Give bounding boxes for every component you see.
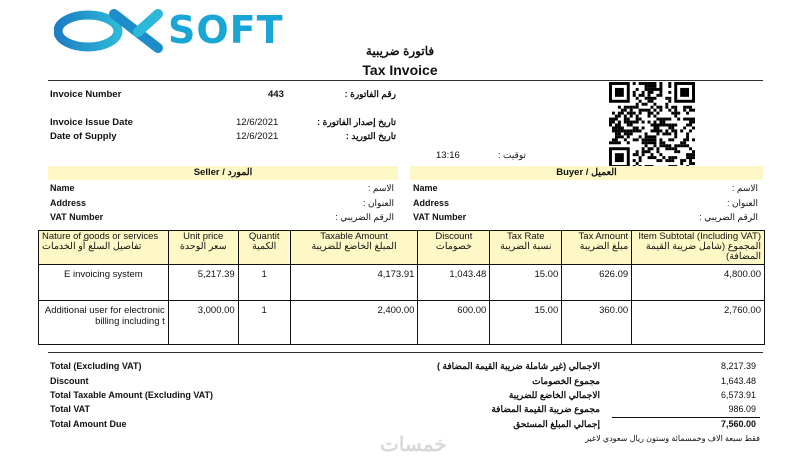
issue-date-label-ar: تاريخ إصدار الفاتورة : xyxy=(317,117,396,127)
col-header-discount: Discount خصومات xyxy=(418,231,490,265)
row-taxable: 4,173.91 xyxy=(290,265,418,301)
row-tax-rate: 15.00 xyxy=(490,301,562,345)
title-english: Tax Invoice xyxy=(362,62,438,78)
row-subtotal: 2,760.00 xyxy=(632,301,765,345)
row-tax-amount: 360.00 xyxy=(562,301,632,345)
row-discount: 600.00 xyxy=(418,301,490,345)
row-quantity: 1 xyxy=(238,301,290,345)
seller-address-label: Address xyxy=(50,198,87,208)
col-header-description: Nature of goods or services تفاصيل السلع أو الخدمات xyxy=(39,231,169,265)
divider xyxy=(48,352,763,353)
qr-code-icon xyxy=(608,82,696,168)
seller-name-label-ar: الاسم : xyxy=(367,183,394,193)
discount-total-label: Discount xyxy=(50,376,89,386)
amount-due-label-ar: إجمالي المبلغ المستحق xyxy=(513,419,600,429)
divider xyxy=(48,80,763,81)
seller-name-label: Name xyxy=(50,183,75,193)
invoice-number-label: Invoice Number xyxy=(50,89,122,100)
supply-date-value: 12/6/2021 xyxy=(236,131,279,142)
taxable-total-label-ar: الاجمالي الخاضع للضريبة xyxy=(508,390,600,400)
amount-due-label: Total Amount Due xyxy=(50,419,127,429)
total-divider xyxy=(612,417,760,418)
row-taxable: 2,400.00 xyxy=(290,301,418,345)
row-description: Additional user for electronic billing including t xyxy=(39,301,169,345)
vat-total-value: 986.09 xyxy=(728,404,756,414)
taxable-total-value: 6,573.91 xyxy=(720,390,756,400)
col-header-unit-price: Unit price سعر الوحدة xyxy=(168,231,238,265)
supply-date-label-ar: تاريخ التوريد : xyxy=(345,131,396,141)
seller-vat-label-ar: الرقم الضريبي : xyxy=(335,212,394,222)
table-row xyxy=(39,301,765,345)
issue-date-label: Invoice Issue Date xyxy=(50,117,133,128)
col-header-subtotal: Item Subtotal (Including VAT) المجموع (شامل ضريبة القيمة المضافة) xyxy=(632,231,765,265)
row-description: E invoicing system xyxy=(39,265,169,301)
vat-total-label-ar: مجموع ضريبة القيمة المضافة xyxy=(491,404,600,414)
row-tax-rate: 15.00 xyxy=(490,265,562,301)
col-header-tax-rate: Tax Rate نسبة الضريبة xyxy=(490,231,562,265)
row-unit-price: 5,217.39 xyxy=(168,265,238,301)
buyer-name-label: Name xyxy=(413,183,438,193)
supply-date-label: Date of Supply xyxy=(50,131,117,142)
buyer-address-label: Address xyxy=(413,198,450,208)
invoice-number-label-ar: رقم الفاتورة : xyxy=(344,89,396,99)
amount-due-value: 7,560.00 xyxy=(720,419,756,429)
buyer-header: Buyer / العميل xyxy=(410,166,763,180)
seller-address-label-ar: العنوان : xyxy=(362,198,394,208)
issue-date-value: 12/6/2021 xyxy=(236,117,279,128)
vat-total-label: Total VAT xyxy=(50,404,90,414)
logo-text: SOFT xyxy=(168,8,284,52)
row-unit-price: 3,000.00 xyxy=(168,301,238,345)
row-discount: 1,043.48 xyxy=(418,265,490,301)
watermark: خمسات xyxy=(380,434,447,456)
buyer-vat-label: VAT Number xyxy=(413,212,467,222)
time-label-ar: توقيت : xyxy=(497,150,526,160)
total-excl-vat-value: 8,217.39 xyxy=(720,361,756,371)
items-table xyxy=(38,230,765,345)
amount-in-words: فقط سبعة الاف وخمسمائة وستون ريال سعودي لاغير xyxy=(585,434,760,443)
col-header-taxable: Taxable Amount المبلغ الخاضع للضريبة xyxy=(290,231,418,265)
table-row xyxy=(39,265,765,301)
time-value: 13:16 xyxy=(436,150,460,161)
seller-header: Seller / المورد xyxy=(48,166,398,180)
col-header-quantity: Quantit الكمية xyxy=(238,231,290,265)
buyer-name-label-ar: الاسم : xyxy=(731,183,758,193)
total-excl-vat-label: Total (Excluding VAT) xyxy=(50,361,142,371)
row-subtotal: 4,800.00 xyxy=(632,265,765,301)
discount-total-label-ar: مجموع الخصومات xyxy=(532,376,600,386)
buyer-address-label-ar: العنوان : xyxy=(726,198,758,208)
invoice-number-value: 443 xyxy=(268,89,284,100)
total-excl-vat-label-ar: الاجمالي (غير شاملة ضريبة القيمة المضافة ) xyxy=(437,361,600,371)
taxable-total-label: Total Taxable Amount (Excluding VAT) xyxy=(50,390,214,400)
row-tax-amount: 626.09 xyxy=(562,265,632,301)
buyer-vat-label-ar: الرقم الضريبي : xyxy=(699,212,758,222)
seller-vat-label: VAT Number xyxy=(50,212,104,222)
discount-total-value: 1,643.48 xyxy=(720,376,756,386)
table-header-row xyxy=(39,231,765,265)
row-quantity: 1 xyxy=(238,265,290,301)
col-header-tax-amount: Tax Amount مبلغ الضريبة xyxy=(562,231,632,265)
title-arabic: فاتورة ضريبية xyxy=(365,44,435,58)
